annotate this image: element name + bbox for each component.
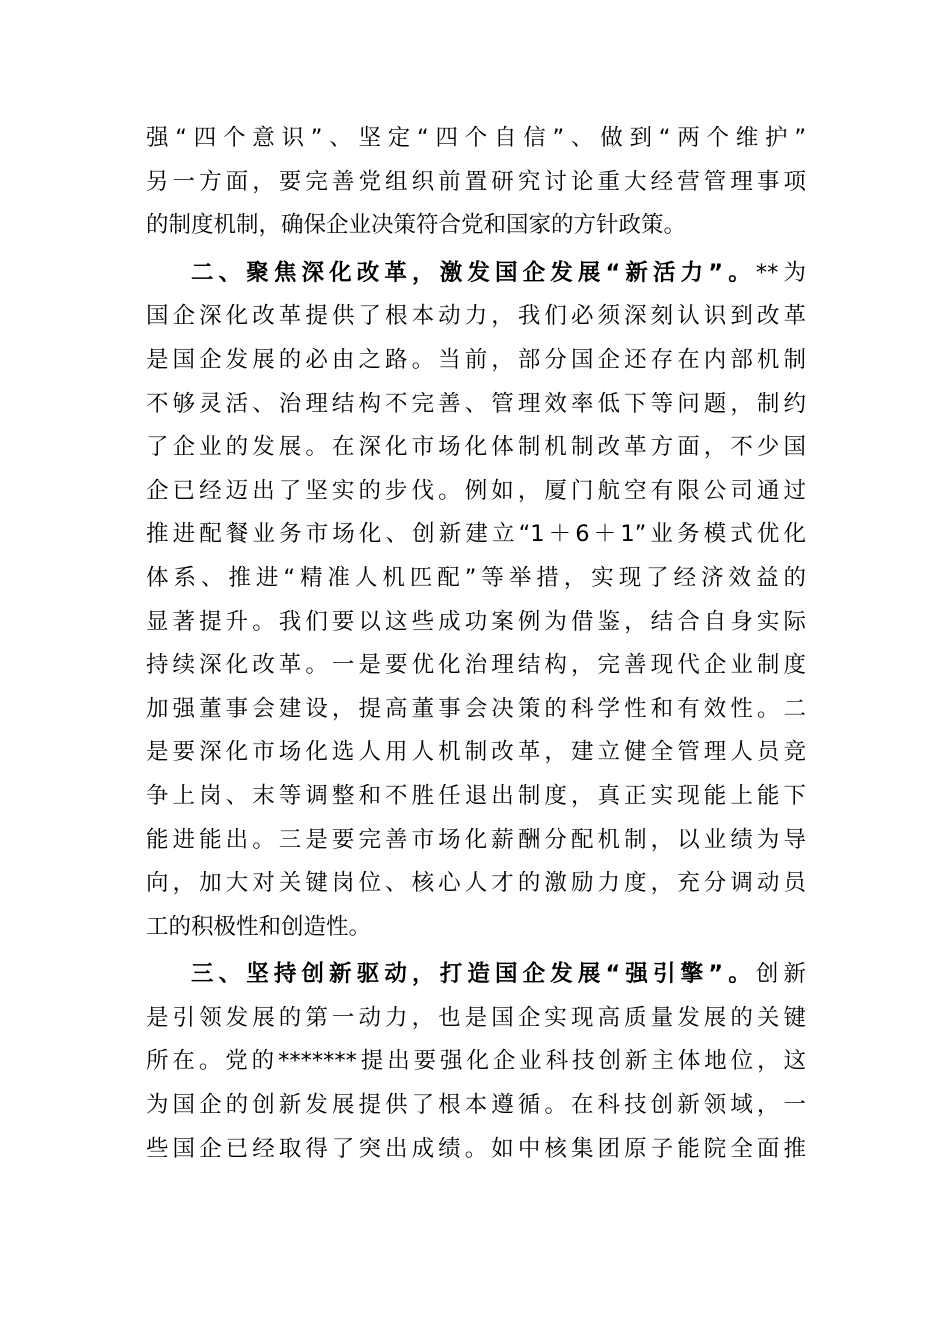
text-line: 了企业的发展。在深化市场化体制机制改革方面，不少国 (146, 434, 806, 461)
text-line: 是引领发展的第一动力，也是国企实现高质量发展的关键 (146, 1004, 806, 1031)
text-line: 争上岗、末等调整和不胜任退出制度，真正实现能上能下 (146, 782, 806, 809)
text-line: 另一方面，要完善党组织前置研究讨论重大经营管理事项 (146, 168, 806, 195)
heading-line-rest: **为 (755, 259, 806, 286)
text-line: 推进配餐业务市场化、创新建立“1＋6＋1”业务模式优化 (146, 521, 806, 548)
text-line: 显著提升。我们要以这些成功案例为借鉴，结合自身实际 (146, 608, 806, 635)
text-line: 所在。党的*******提出要强化企业科技创新主体地位，这 (146, 1048, 806, 1075)
text-line: 不够灵活、治理结构不完善、管理效率低下等问题，制约 (146, 390, 806, 417)
section-heading-line (146, 953, 806, 997)
text-line: 持续深化改革。一是要优化治理结构，完善现代企业制度 (146, 652, 806, 679)
text-line: 工的积极性和创造性。 (146, 913, 372, 940)
paragraph-section-two (146, 252, 806, 950)
text-line: 的制度机制，确保企业决策符合党和国家的方针政策。 (146, 212, 687, 239)
document-body (146, 117, 806, 1171)
text-line: 国企深化改革提供了根本动力，我们必须深刻认识到改革 (146, 303, 806, 330)
section-heading: 三、坚持创新驱动，打造国企发展“强引擎”。 (191, 961, 756, 988)
paragraph-continuation (146, 117, 806, 248)
text-line: 是要深化市场化选人用人机制改革，建立健全管理人员竞 (146, 739, 806, 766)
text-line: 向，加大对关键岗位、核心人才的激励力度，充分调动员 (146, 870, 806, 897)
section-heading-line (146, 252, 806, 296)
heading-line-rest: 创新 (755, 961, 806, 988)
section-heading: 二、聚焦深化改革，激发国企发展“新活力”。 (191, 259, 756, 286)
text-line: 体系、推进“精准人机匹配”等举措，实现了经济效益的 (146, 564, 806, 591)
text-line: 企已经迈出了坚实的步伐。例如，厦门航空有限公司通过 (146, 477, 806, 504)
paragraph-section-three (146, 953, 806, 1171)
text-line: 些国企已经取得了突出成绩。如中核集团原子能院全面推 (146, 1135, 806, 1162)
text-line: 是国企发展的必由之路。当前，部分国企还存在内部机制 (146, 346, 806, 373)
text-line: 能进能出。三是要完善市场化薪酬分配机制，以业绩为导 (146, 826, 806, 853)
text-line: 为国企的创新发展提供了根本遵循。在科技创新领域，一 (146, 1092, 806, 1119)
text-line: 加强董事会建设，提高董事会决策的科学性和有效性。二 (146, 695, 806, 722)
text-line: 强“四个意识”、坚定“四个自信”、做到“两个维护” (146, 125, 806, 151)
